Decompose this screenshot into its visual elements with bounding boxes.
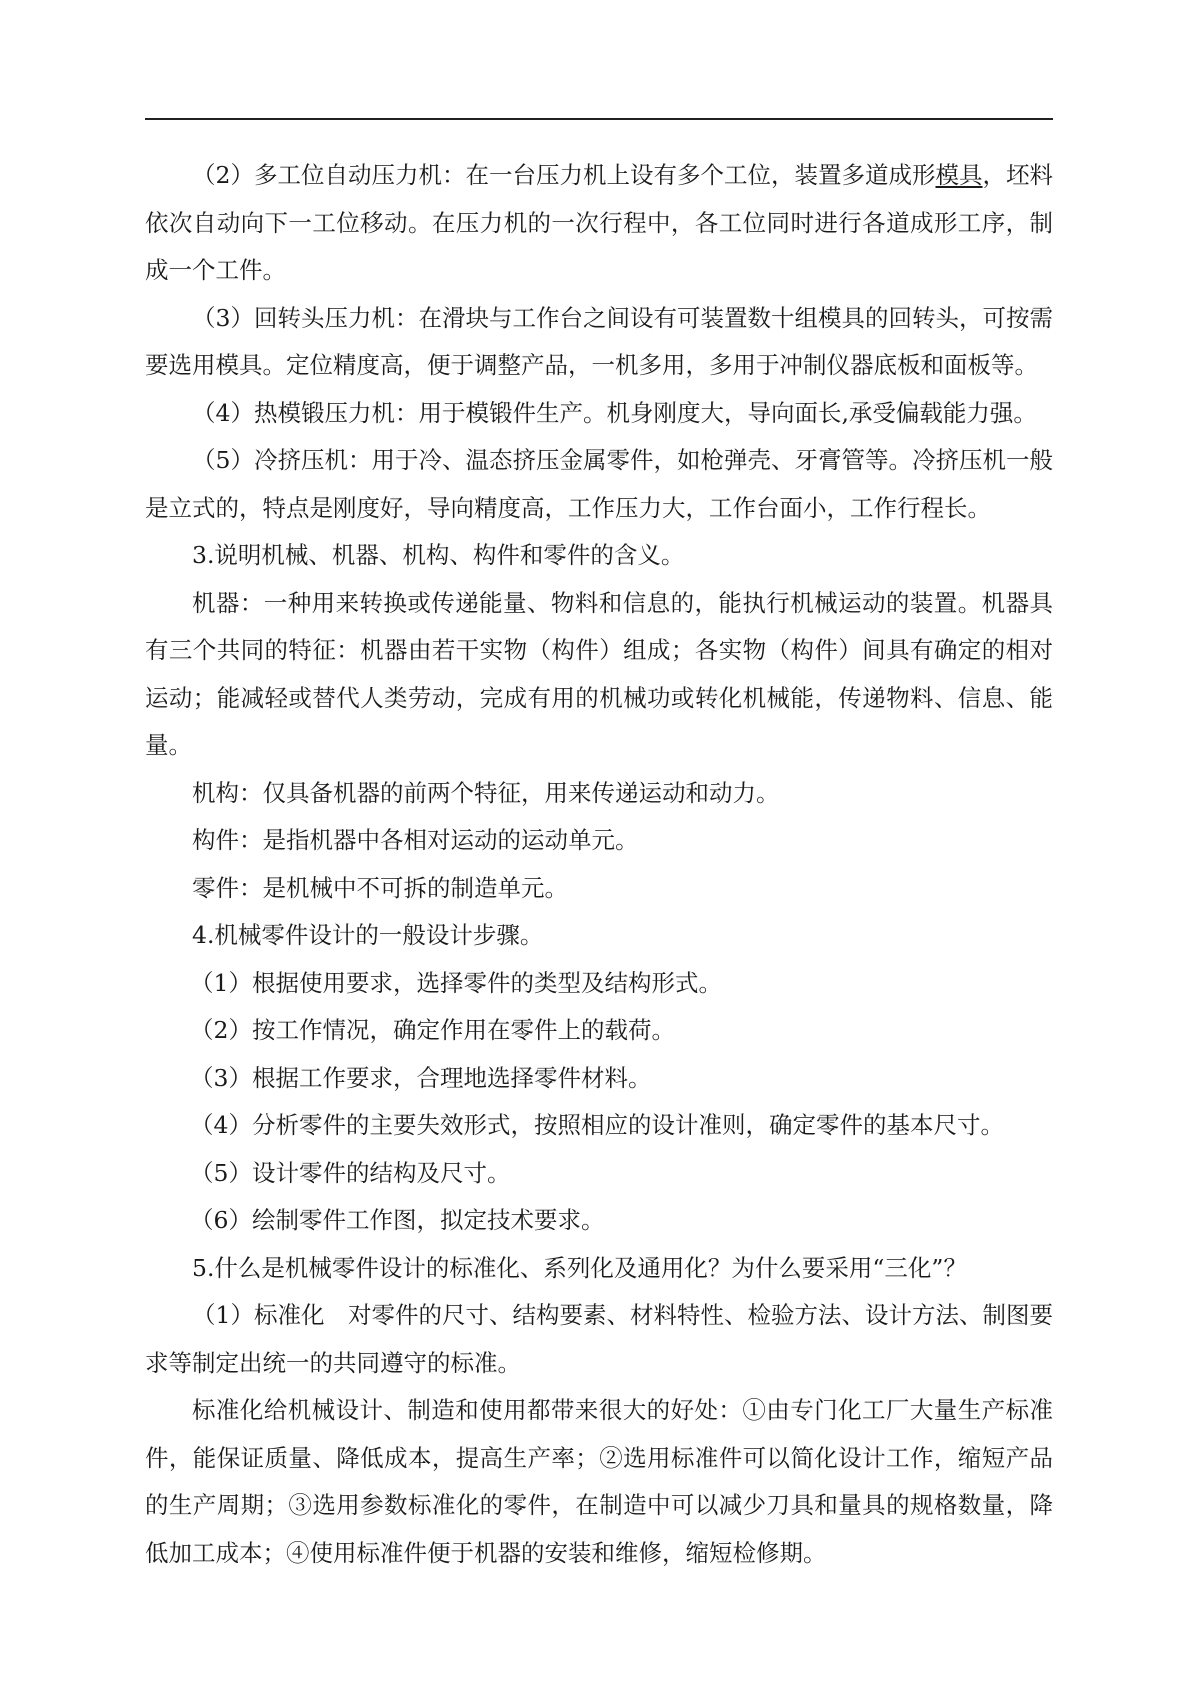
- paragraph-part-definition: 零件：是机械中不可拆的制造单元。: [192, 873, 568, 902]
- header-rule: [145, 118, 1053, 120]
- paragraph-hot-forging-press: （4）热模锻压力机：用于模锻件生产。机身刚度大，导向面长,承受偏载能力强。: [192, 398, 1037, 427]
- question-4-heading: 4.机械零件设计的一般设计步骤。: [192, 921, 544, 949]
- design-step-2: （2）按工作情况，确定作用在零件上的载荷。: [190, 1016, 675, 1044]
- paragraph-machine-definition: 机器：一种用来转换或传递能量、物料和信息的，能执行机械运动的装置。机器具有三个共同的特征：机器由若干实物（构件）组成；各实物（构件）间具有确定的相对运动；能减轻或替代人类劳动，完成有用的机械功或转化机械能，传递物料、信息、能量。: [145, 588, 1053, 759]
- design-step-4: （4）分析零件的主要失效形式，按照相应的设计准则，确定零件的基本尺寸。: [190, 1111, 1004, 1139]
- paragraph-standardization: （1）标准化 对零件的尺寸、结构要素、材料特性、检验方法、设计方法、制图要求等制定出统一的共同遵守的标准。: [145, 1301, 1053, 1377]
- design-step-1: （1）根据使用要求，选择零件的类型及结构形式。: [190, 968, 722, 997]
- design-step-6: （6）绘制零件工作图，拟定技术要求。: [190, 1206, 605, 1234]
- document-body: [145, 152, 1053, 1577]
- design-step-3: （3）根据工作要求，合理地选择零件材料。: [190, 1063, 652, 1092]
- design-step-5: （5）设计零件的结构及尺寸。: [190, 1158, 511, 1187]
- paragraph-cold-extrusion-press: （5）冷挤压机：用于冷、温态挤压金属零件，如枪弹壳、牙膏管等。冷挤压机一般是立式的，特点是刚度好，导向精度高，工作压力大，工作台面小，工作行程长。: [145, 446, 1053, 522]
- paragraph-component-definition: 构件：是指机器中各相对运动的运动单元。: [192, 826, 639, 854]
- paragraph-text: （2）多工位自动压力机：在一台压力机上设有多个工位，装置多道成形: [192, 161, 936, 189]
- mold-link[interactable]: 模具: [935, 161, 983, 189]
- paragraph-turret-press: （3）回转头压力机：在滑块与工作台之间设有可装置数十组模具的回转头，可按需要选用模具。定位精度高，便于调整产品，一机多用，多用于冲制仪器底板和面板等。: [145, 303, 1053, 379]
- paragraph-multi-station-press: [145, 152, 1053, 295]
- paragraph-text: ，坯料依次自动向下一工位移动。在压力机的一次行程中，各工位同时进行各道成形工序，制成一个工件。: [145, 161, 1054, 284]
- paragraph-mechanism-definition: 机构：仅具备机器的前两个特征，用来传递运动和动力。: [192, 778, 780, 807]
- question-5-heading: 5.什么是机械零件设计的标准化、系列化及通用化？为什么要采用“三化”？: [192, 1253, 967, 1282]
- paragraph-standardization-benefits: 标准化给机械设计、制造和使用都带来很大的好处：①由专门化工厂大量生产标准件，能保证质量、降低成本，提高生产率；②选用标准件可以简化设计工作，缩短产品的生产周期；③选用参数标准化的零件，在制造中可以减少刀具和量具的规格数量，降低加工成本；④使用标准件便于机器的安装和维修，缩短检修期。: [145, 1396, 1053, 1567]
- question-3-heading: 3.说明机械、机器、机构、构件和零件的含义。: [192, 541, 685, 569]
